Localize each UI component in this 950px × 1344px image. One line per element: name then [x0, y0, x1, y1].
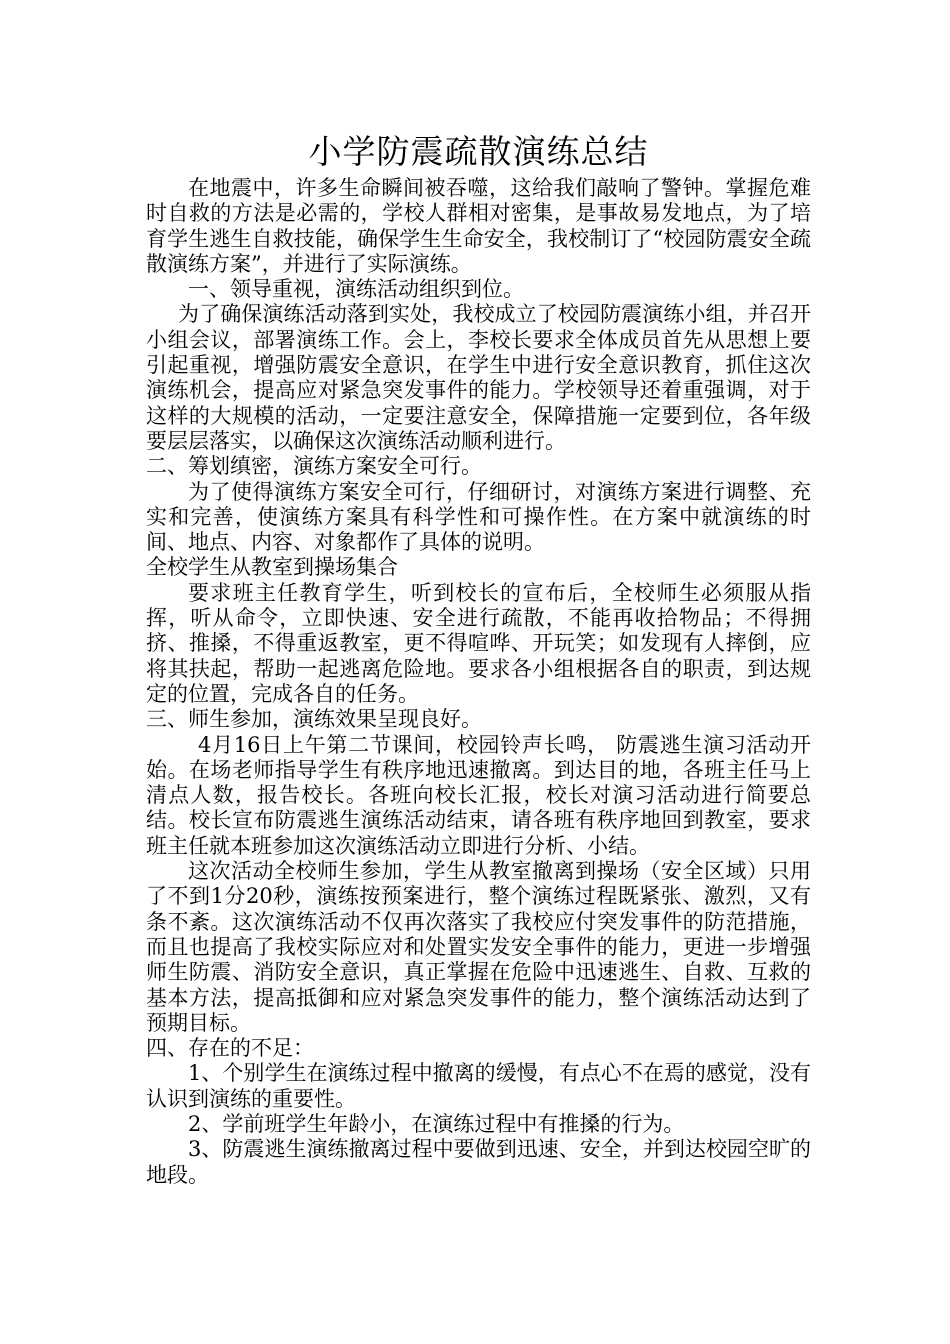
- document-page: [146, 128, 811, 1188]
- document-title: 小学防震疏散演练总结: [308, 132, 649, 171]
- paragraph-leadership: 为了确保演练活动落到实处，我校成立了校园防震演练小组，并召开小组会议，部署演练工作。会上，李校长要求全体成员首先从思想上要引起重视，增强防震安全意识，在学生中进行安全意识教育，抓住这次演练机会，提高应对紧急突发事件的能力。学校领导还着重强调，对于这样的大规模的活动，一定要注意安全，保障措施一定要到位，各年级要层层落实，以确保这次演练活动顺利进行。: [146, 302, 811, 453]
- paragraph-drill-process: 4月16日上午第二节课间，校园铃声长鸣， 防震逃生演习活动开始。在场老师指导学生有秩序地迅速撤离。到达目的地，各班主任马上清点人数，报告校长。各班向校长汇报，校长对演习活动进行简要总结。校长宣布防震逃生演练活动结束，请各班有秩序地回到教室，要求班主任就本班参加这次演练活动立即进行分析、小结。: [146, 732, 811, 858]
- paragraph-drill-results: 这次活动全校师生参加，学生从教室撤离到操场（安全区域）只用了不到1分20秒，演练按预案进行，整个演练过程既紧张、激烈，又有条不紊。这次演练活动不仅再次落实了我校应付突发事件的防范措施，而且也提高了我校实际应对和处置实发安全事件的能力，更进一步增强师生防震、消防安全意识，真正掌握在危险中迅速逃生、自救、互救的基本方法，提高抵御和应对紧急突发事件的能力，整个演练活动达到了预期目标。: [146, 859, 811, 1035]
- section-heading-2: 二、筹划缜密，演练方案安全可行。: [146, 454, 482, 479]
- paragraph-intro: 在地震中，许多生命瞬间被吞噬，这给我们敲响了警钟。掌握危难时自救的方法是必需的，学校人群相对密集，是事故易发地点，为了培育学生逃生自救技能，确保学生生命安全，我校制订了“校园防震安全疏散演练方案”，并进行了实际演练。: [146, 176, 811, 276]
- shortcoming-item-3: 3、防震逃生演练撤离过程中要做到迅速、安全，并到达校园空旷的地段。: [146, 1137, 811, 1187]
- paragraph-requirements: 要求班主任教育学生，听到校长的宣布后，全校师生必须服从指挥，听从命令，立即快速、安全进行疏散，不能再收拾物品；不得拥挤、推搡，不得重返教室，更不得喧哗、开玩笑；如发现有人摔倒，应将其扶起，帮助一起逃离危险地。要求各小组根据各自的职责，到达规定的位置，完成各自的任务。: [146, 580, 811, 706]
- section-heading-1: 一、领导重视，演练活动组织到位。: [188, 277, 524, 302]
- section-heading-4: 四、存在的不足：: [146, 1036, 314, 1061]
- subheading-assembly: 全校学生从教室到操场集合: [146, 555, 398, 580]
- shortcoming-item-2: 2、学前班学生年龄小，在演练过程中有推搡的行为。: [188, 1111, 685, 1136]
- paragraph-planning: 为了使得演练方案安全可行，仔细研讨，对演练方案进行调整、充实和完善，使演练方案具有科学性和可操作性。在方案中就演练的时间、地点、内容、对象都作了具体的说明。: [146, 479, 811, 555]
- section-heading-3: 三、师生参加，演练效果呈现良好。: [146, 707, 482, 732]
- document-body: [146, 176, 811, 1188]
- shortcoming-item-1: 1、个别学生在演练过程中撤离的缓慢，有点心不在焉的感觉，没有认识到演练的重要性。: [146, 1061, 811, 1111]
